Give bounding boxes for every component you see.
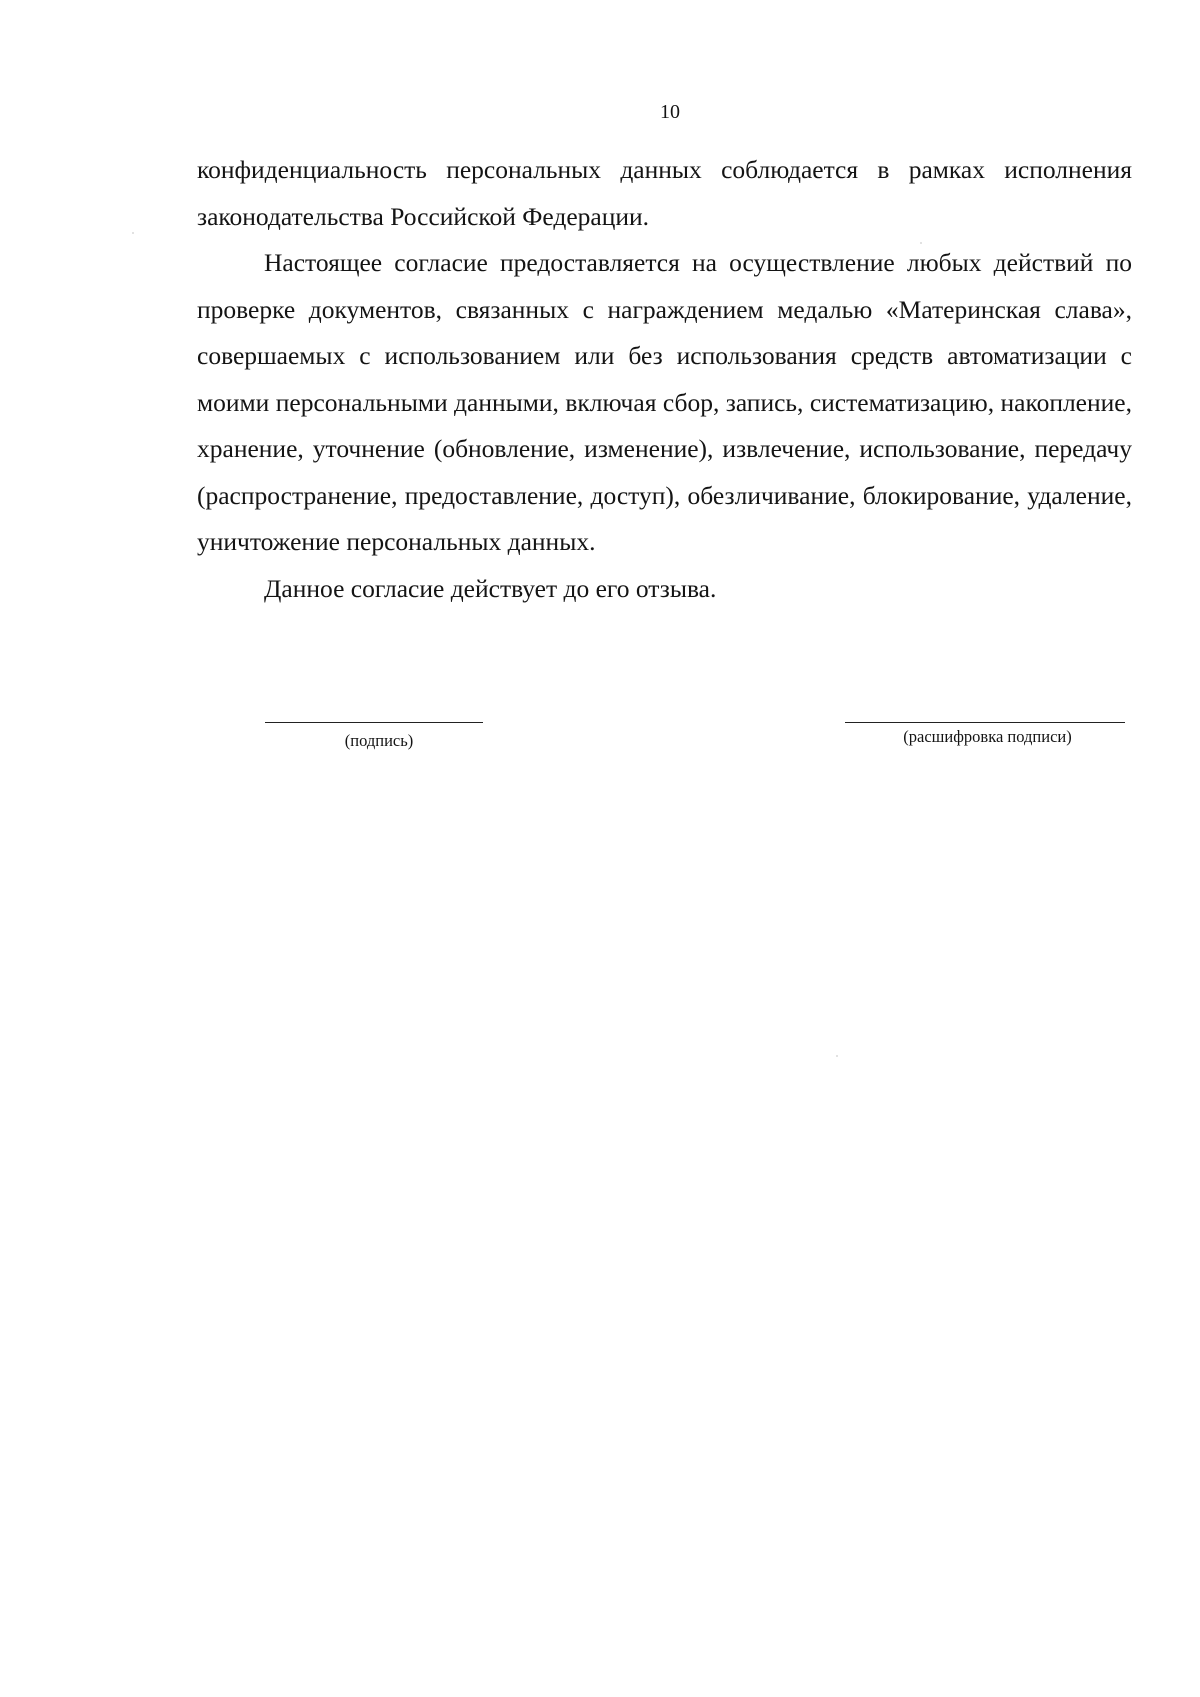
scan-speck: [836, 1055, 838, 1057]
paragraph-consent-validity: Данное согласие действует до его отзыва.: [264, 573, 717, 603]
signature-line: [265, 722, 483, 723]
page-number: 10: [660, 101, 680, 123]
body-text: [197, 147, 1132, 612]
signature-decoding-caption: (расшифровка подписи): [903, 727, 1072, 746]
paragraph-consent-scope: Настоящее согласие предоставляется на осуществление любых действий по проверке документов, связанных с награждением медалью «Материнская слава», совершаемых с использованием или без использования средств автоматизации с моими персональными данными, включая сбор, запись, систематизацию, накопление, хранение, уточнение (обновление, изменение), извлечение, использование, передачу (распространение, предоставление, доступ), обезличивание, блокирование, удаление, уничтожение персональных данных.: [197, 248, 1132, 556]
scan-speck: [920, 242, 922, 244]
signature-caption: (подпись): [344, 731, 414, 750]
scan-speck: [132, 232, 134, 234]
signature-decoding-line: [845, 722, 1125, 723]
paragraph-continuation: конфиденциальность персональных данных соблюдается в рамках исполнения законодательства Российской Федерации.: [197, 155, 1132, 231]
